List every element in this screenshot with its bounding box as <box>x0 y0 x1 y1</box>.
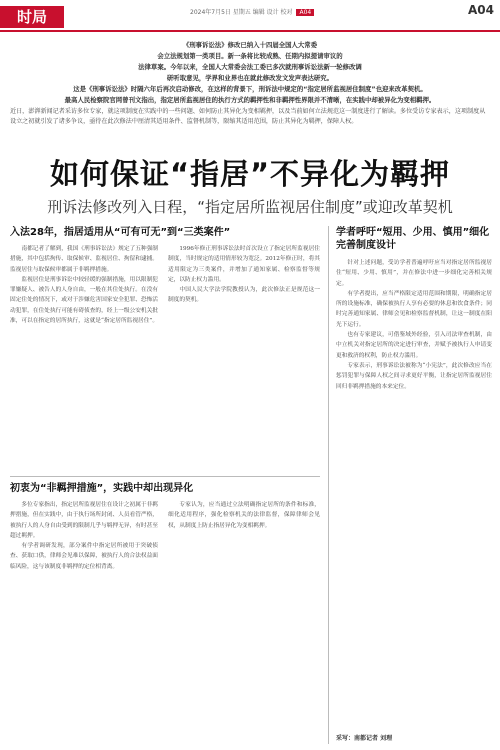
edition-badge: A04 <box>296 9 314 16</box>
lead-line: 会立法规划第一类项目。新一条将比较成熟、任期内拟提请审议的 <box>157 52 343 60</box>
paragraph: 南都记者了解到，我国《刑事诉讼法》规定了五种强制措施，其中包括拘传、取保候审、监视居住、拘留和逮捕。监视居住与取保候审都属于非羁押措施。 <box>10 246 158 273</box>
paragraph: 有学者提出，应当严格限定适用范围和期限，明确指定居所的设施标准，确保被执行人享有必要的休息和饮食条件；同时完善通知家属、律师会见和检察监督机制，让这一制度在阳光下运行。 <box>336 290 492 328</box>
paragraph: 监视居住是刑事诉讼中较轻缓的强制措施，用以限制犯罪嫌疑人、被告人的人身自由，一般在其住处执行。在没有固定住处的情况下，或对于涉嫌危害国家安全犯罪、恐怖活动犯罪，在住处执行可能有碍侦查的，经上一级公安机关批准，可以在指定的居所执行，这就是“指定居所监视居住”。 <box>10 276 158 325</box>
paragraph: 专家表示，刑事诉讼法被称为“小宪法”，此次修改应当在惩罚犯罪与保障人权之间寻求更好平衡，让指定居所监视居住回归非羁押措施的本来定位。 <box>336 362 492 390</box>
paragraph: 1996年修正刑事诉讼法时首次设立了指定居所监视居住制度，当时规定的适用情形较为宽泛。2012年修正时，将其适用限定为三类案件，并增加了通知家属、检察监督等规定，以防止权力滥用。 <box>168 246 320 283</box>
paragraph: 也有专家建议，可借鉴域外经验，引入司法审查机制，由中立机关对指定居所的决定进行审查，并赋予被执行人申请变更和救济的权利，防止权力滥用。 <box>336 332 492 359</box>
author-byline: 采写：南都记者 刘理 <box>336 735 393 742</box>
paragraph: 针对上述问题，受访学者普遍呼吁应当对指定居所监视居住“短用、少用、慎用”，并在修法中进一步细化完善相关规定。 <box>336 260 492 287</box>
lead-line: 最高人民检察院官网曾刊文指出，指定居所监视居住的执行方式的羁押性和非羁押性界限并不清晰，在实践中却被异化为变相羁押。 <box>64 96 436 104</box>
lead-line: 《刑事诉讼法》修改已纳入十四届全国人大常委 <box>182 41 318 49</box>
lead-line: 法律草案。今年以来，全国人大常委会法工委已多次就刑事诉讼法新一轮修改调 <box>138 63 362 71</box>
column-divider <box>328 226 329 744</box>
section-1-title: 入法28年，指居适用从“可有可无”到“三类案件” <box>10 227 231 238</box>
section-1-col-a <box>10 244 158 470</box>
paragraph: 专家认为，应当通过立法明确指定居所的条件和标准，细化适用程序，强化检察机关的法律监督，保障律师会见权，从制度上防止指居异化为变相羁押。 <box>168 502 320 529</box>
masthead-rule <box>0 30 500 32</box>
lead-line: 这是《刑事诉讼法》时隔六年后再次启动修改，在这样的背景下，刑诉法中规定的“指定居所监视居住制度”也迎来改革契机。 <box>73 85 427 93</box>
masthead-meta <box>190 7 314 16</box>
section-divider <box>10 476 320 477</box>
headline: 如何保证“指居”不异化为羁押 <box>49 157 451 191</box>
lead-block <box>10 40 490 127</box>
paragraph: 中国人民大学法学院教授认为，此次修法正是规范这一制度的契机。 <box>168 287 320 304</box>
section-tag: 时局 <box>0 6 64 28</box>
section-3-col <box>336 258 492 728</box>
masthead-meta-text: 2024年7月5日 星期五 编辑 设计 校对 <box>190 9 293 16</box>
lead-body: 近日，澎湃新闻记者采访多位专家，就这项制度在实践中的一些问题、如何防止其异化为变相羁押，以及当前如何立法规范这一制度进行了解读。多位受访专家表示，这项制度从设立之初就引发了诸多争议，亟待在此次修法中厘清其适用条件、监督机制等，限缩其适用范围，防止其异化为羁押，保障人权。 <box>10 108 486 125</box>
section-1-col-b <box>168 244 320 470</box>
section-2-col-a <box>10 500 158 745</box>
subheadline: 刑诉法修改列入日程，“指定居所监视居住制度”或迎改革契机 <box>47 198 453 216</box>
lead-line: 研听取意见，学界和业界也在就此修改发文发声表达研究。 <box>166 74 334 82</box>
section-2-title: 初衷为“非羁押措施”，实践中却出现异化 <box>10 483 194 494</box>
paragraph: 多位专家指出，指定居所监视居住在设计之初属于非羁押措施，但在实践中，由于执行场所封闭、人员看管严格，被执行人的人身自由受到的限制几乎与羁押无异，有时甚至超过羁押。 <box>10 502 158 539</box>
section-3-title: 学者呼吁“短用、少用、慎用”细化完善制度设计 <box>336 227 490 251</box>
page-number: A04 <box>468 3 494 17</box>
paragraph: 有学者调研发现，部分案件中指定居所被用于突破侦查、获取口供，律师会见难以保障，被执行人的合法权益面临风险，这与该制度非羁押的定位相背离。 <box>10 543 158 570</box>
masthead <box>0 0 500 34</box>
section-2-col-b <box>168 500 320 745</box>
